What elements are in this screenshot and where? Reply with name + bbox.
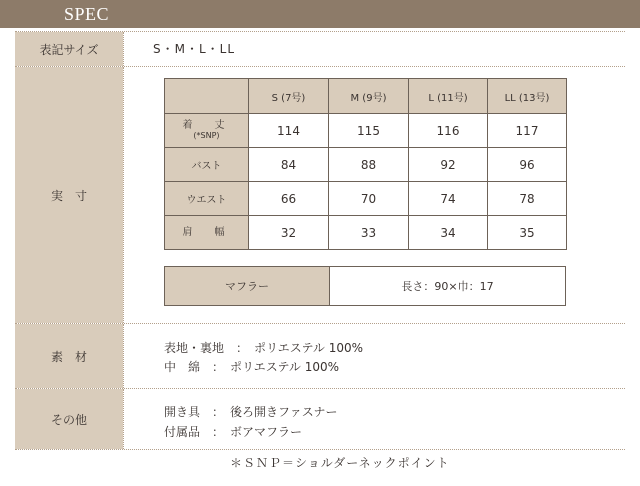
- footnote: ＊ＳＮＰ＝ショルダーネックポイント: [230, 456, 450, 470]
- column-header: L (11号): [409, 79, 488, 114]
- table-cell: 115: [329, 114, 409, 148]
- row-label: 肩 幅: [182, 227, 231, 238]
- size-table: [164, 78, 567, 250]
- row-header: ウエスト: [165, 182, 249, 216]
- row-label: 着 丈: [182, 120, 231, 131]
- other-line: 開き具 ： 後ろ開きファスナー: [164, 405, 338, 419]
- corner-cell: [165, 79, 249, 114]
- table-cell: 70: [329, 182, 409, 216]
- column-divider: [123, 32, 124, 66]
- table-cell: 66: [249, 182, 329, 216]
- table-cell: 34: [409, 216, 488, 250]
- table-cell: 84: [249, 148, 329, 182]
- table-cell: 33: [329, 216, 409, 250]
- table-row: [165, 216, 567, 250]
- column-header: S (7号): [249, 79, 329, 114]
- column-header: M (9号): [329, 79, 409, 114]
- muffler-table: [164, 266, 566, 306]
- table-cell: 114: [249, 114, 329, 148]
- notation-row: [15, 32, 625, 66]
- table-cell: 92: [409, 148, 488, 182]
- table-cell: 116: [409, 114, 488, 148]
- column-divider: [123, 67, 124, 323]
- table-cell: 117: [488, 114, 567, 148]
- row-sublabel: (*SNP): [193, 131, 220, 140]
- size-list: S・M・L・LL: [153, 42, 236, 56]
- material-line: 中 綿 ： ポリエステル 100%: [164, 360, 340, 374]
- other-label: その他: [15, 389, 123, 449]
- table-cell: 78: [488, 182, 567, 216]
- spec-header: [0, 0, 640, 28]
- material-label: 素 材: [15, 324, 123, 388]
- column-header: LL (13号): [488, 79, 567, 114]
- notation-label: 表記サイズ: [15, 32, 123, 66]
- row-header: [165, 114, 249, 148]
- table-cell: 74: [409, 182, 488, 216]
- spec-title: SPEC: [64, 4, 110, 24]
- table-cell: 96: [488, 148, 567, 182]
- column-divider: [123, 389, 124, 449]
- dimensions-label: 実 寸: [15, 67, 123, 323]
- table-row: [165, 182, 567, 216]
- table-cell: 32: [249, 216, 329, 250]
- other-line: 付属品 ： ボアマフラー: [164, 425, 303, 439]
- table-row: [165, 114, 567, 148]
- muffler-value: 長さ：90×巾：17: [401, 280, 494, 293]
- material-line: 表地・裏地 ： ポリエステル 100%: [164, 341, 364, 355]
- row-header: バスト: [165, 148, 249, 182]
- column-divider: [123, 324, 124, 388]
- muffler-label: マフラー: [165, 267, 330, 305]
- row-header: [165, 216, 249, 250]
- table-row: [165, 148, 567, 182]
- table-cell: 35: [488, 216, 567, 250]
- size-table-header: [165, 79, 567, 114]
- table-cell: 88: [329, 148, 409, 182]
- material-row: [15, 324, 625, 388]
- divider: [15, 449, 625, 450]
